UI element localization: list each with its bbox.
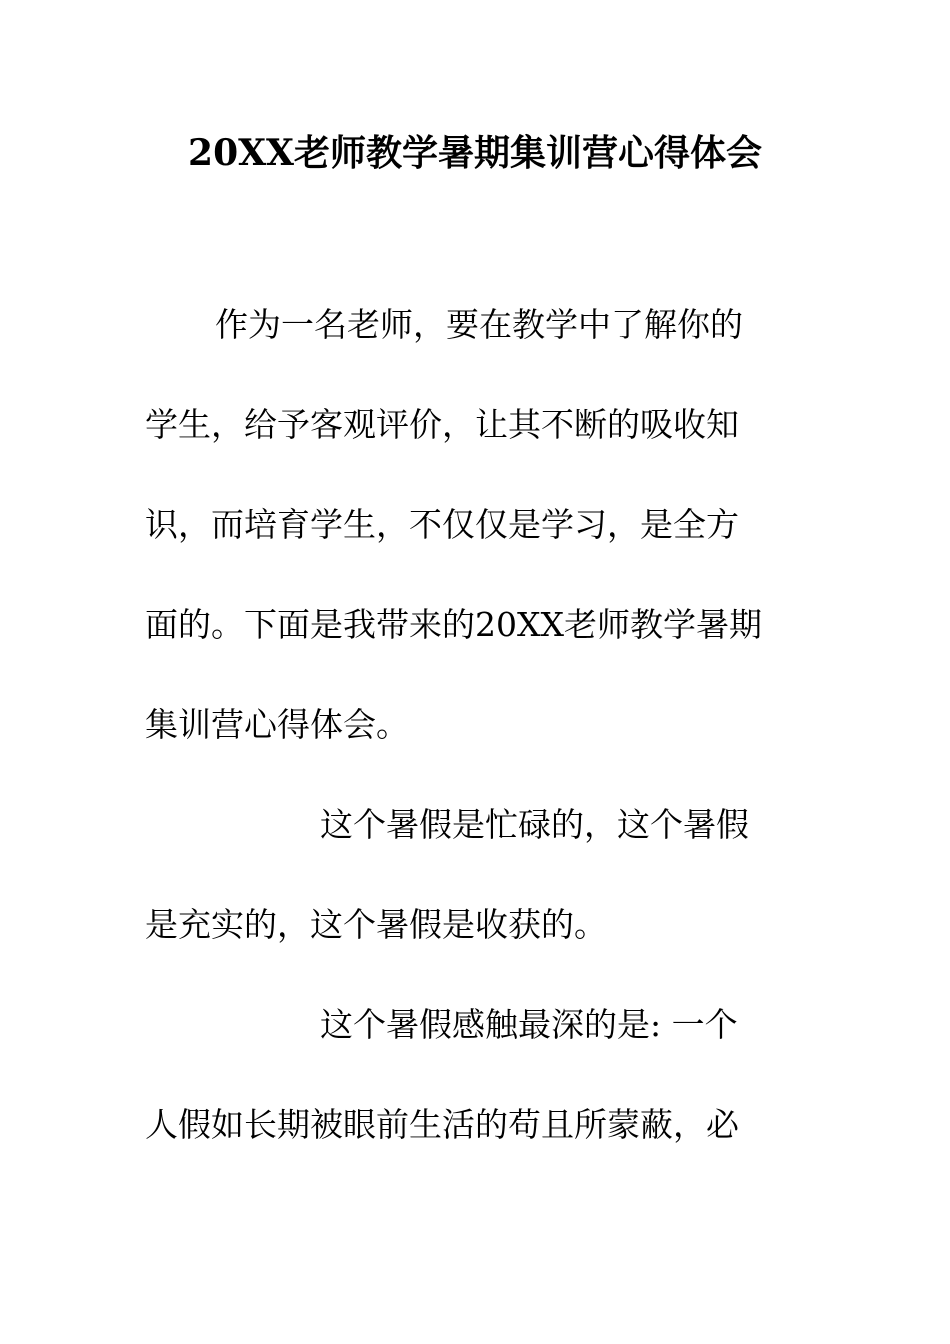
paragraph-line: 学生，给予客观评价，让其不断的吸收知 bbox=[145, 405, 739, 444]
paragraph-line: 面的。下面是我带来的20XX老师教学暑期 bbox=[145, 605, 762, 644]
paragraph-line: 集训营心得体会。 bbox=[145, 705, 409, 744]
paragraph-line: 是充实的，这个暑假是收获的。 bbox=[145, 905, 607, 944]
paragraph-line: 这个暑假感触最深的是: 一个 bbox=[320, 1005, 738, 1044]
paragraph-line: 识，而培育学生，不仅仅是学习，是全方 bbox=[145, 505, 739, 544]
paragraph-line: 人假如长期被眼前生活的苟且所蒙蔽，必 bbox=[145, 1105, 739, 1144]
document-title: 20XX老师教学暑期集训营心得体会 bbox=[188, 132, 762, 174]
paragraph-line: 这个暑假是忙碌的，这个暑假 bbox=[320, 805, 749, 844]
paragraph-line: 作为一名老师，要在教学中了解你的 bbox=[215, 305, 743, 344]
